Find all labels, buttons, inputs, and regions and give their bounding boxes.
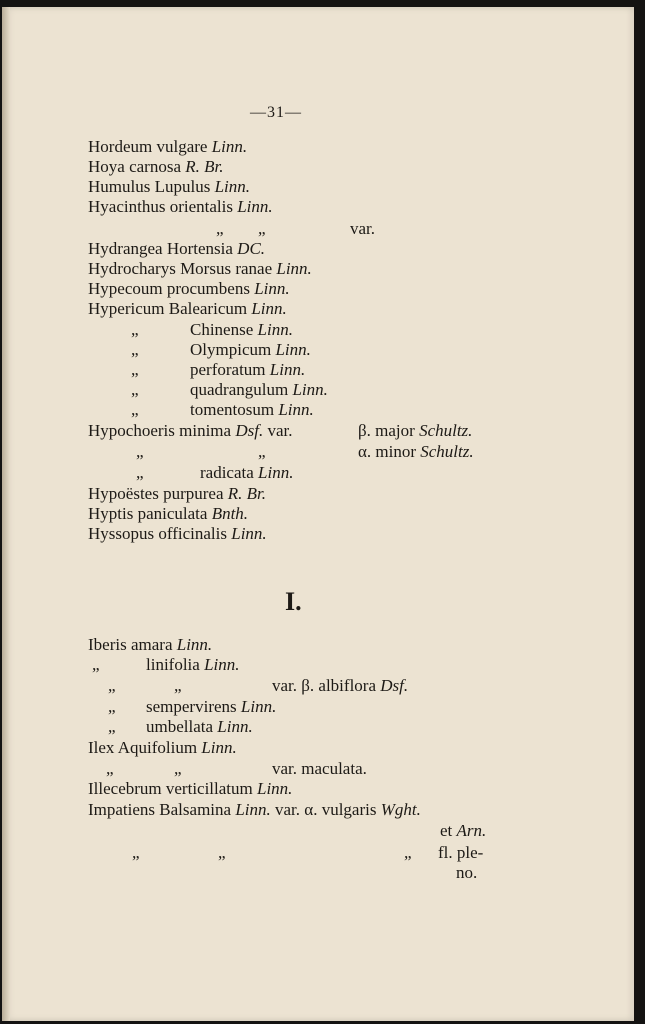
page-gutter [2,7,10,1021]
page-number: —31— [250,104,302,121]
entry-ilex: Ilex Aquifolium Linn. [88,738,237,757]
entry-impatiens: Impatiens Balsamina Linn. var. α. vulgaris Wght. [88,800,421,819]
book-page: —31— Hordeum vulgare Linn. Hoya carnosa R. Br. Humulus Lupulus Linn. Hyacinthus orientalis Linn. „ „ var. Hydrangea Hortensia DC. Hydrocharys Morsus ranae Linn. Hypecoum procumbens Linn. Hypericum Balearicum Linn. „ Chinense Linn. „ Olympicum Linn. „ perforatum Linn. „ quadrangulum Linn. „ tomentosum Linn. Hypochoeris minima Dsf. var. β. major Schultz. „ „ α. minor Schultz. „ radicata Linn. Hypoëstes purpurea R. Br. Hyptis paniculata Bnth. Hyssopus officinalis Linn. I. Iberis amara Linn. „ linifolia Linn. „ „ var. β. albiflora Dsf. „ sempervirens Linn. „ umbellata Linn. Ilex Aquifolium Linn. „ „ var. maculata. Illecebrum verticillatum Linn. Impatiens Balsamina Linn. var. α. vulgaris Wght. et Arn. „ „ „ fl. ple- no. [2,7,634,1021]
entry-humulus: Humulus Lupulus Linn. [88,177,251,196]
entry-hyacinthus: Hyacinthus orientalis Linn. [88,197,273,216]
entry-hordeum: Hordeum vulgare Linn. [88,137,248,156]
entry-hyptis: Hyptis paniculata Bnth. [88,504,249,523]
entry-hypoestes: Hypoëstes purpurea R. Br. [88,484,266,503]
entry-hypochoeris-minima: Hypochoeris minima Dsf. var. β. major Schultz. [88,421,473,440]
section-heading-i: I. [285,587,302,616]
entry-hydrangea: Hydrangea Hortensia DC. [88,239,266,258]
entry-iberis-amara: Iberis amara Linn. [88,635,213,654]
entry-hoya: Hoya carnosa R. Br. [88,157,224,176]
entry-hypericum: Hypericum Balearicum Linn. [88,299,287,318]
entry-hyssopus: Hyssopus officinalis Linn. [88,524,267,543]
entry-hydrocharys: Hydrocharys Morsus ranae Linn. [88,259,312,278]
entry-hypecoum: Hypecoum procumbens Linn. [88,279,290,298]
entry-illecebrum: Illecebrum verticillatum Linn. [88,779,293,798]
